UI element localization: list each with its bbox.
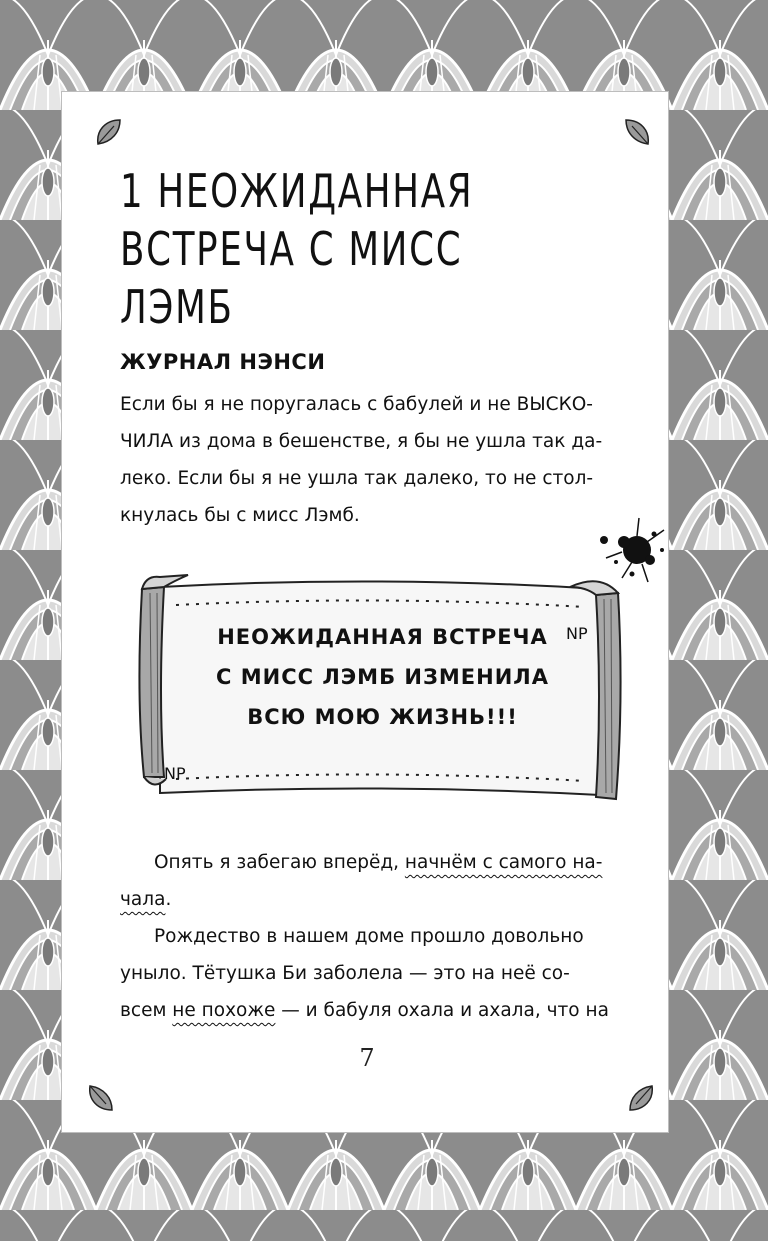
scroll-banner — [130, 547, 630, 807]
text-line — [120, 992, 618, 1029]
text-line: кнулась бы с мисс Лэмб. — [120, 505, 360, 526]
scroll-line: НЕОЖИДАННАЯ ВСТРЕЧА — [217, 625, 548, 649]
book-page — [62, 92, 668, 1132]
text-line: Рождество в нашем доме прошло довольно — [154, 926, 584, 947]
text-span: . — [165, 889, 172, 910]
scroll-signature-bottom: NP — [164, 764, 186, 783]
chapter-title-line: ВСТРЕЧА С МИСС — [120, 222, 463, 276]
text-line — [120, 844, 618, 881]
text-span: — и бабуля охала и ахала, что на — [275, 1000, 609, 1021]
leaf-ornament-icon — [84, 1080, 120, 1116]
text-line: ЧИЛА из дома в бешенстве, я бы не ушла так да- — [120, 431, 603, 452]
page-number: 7 — [359, 1044, 375, 1072]
scroll-signature-top: NP — [566, 624, 588, 643]
underlined-phrase: не похоже — [172, 1000, 276, 1021]
journal-paragraph — [120, 386, 618, 534]
text-span: всем — [120, 1000, 173, 1021]
text-line: леко. Если бы я не ушла так далеко, то не стол- — [120, 468, 594, 489]
leaf-ornament-icon — [622, 1080, 658, 1116]
scroll-line: С МИСС ЛЭМБ ИЗМЕНИЛА — [216, 665, 549, 689]
text-span: Опять я забегаю вперёд, — [154, 852, 405, 873]
body-paragraph — [120, 844, 618, 1029]
scroll-text — [210, 617, 555, 737]
text-line: Если бы я не поругалась с бабулей и не ВЫСКО- — [120, 394, 593, 415]
leaf-ornament-icon — [618, 114, 654, 150]
underlined-phrase: чала — [120, 889, 166, 910]
journal-heading: ЖУРНАЛ НЭНСИ — [120, 350, 326, 374]
scroll-line: ВСЮ МОЮ ЖИЗНЬ!!! — [247, 705, 518, 729]
text-line: уныло. Тётушка Би заболела — это на неё со- — [120, 963, 570, 984]
chapter-title-line: 1 НЕОЖИДАННАЯ — [120, 164, 474, 218]
chapter-title-line: ЛЭМБ — [120, 280, 234, 334]
chapter-title — [120, 162, 550, 336]
underlined-phrase: начнём с самого на- — [404, 852, 603, 873]
text-line — [120, 881, 618, 918]
leaf-ornament-icon — [92, 114, 128, 150]
